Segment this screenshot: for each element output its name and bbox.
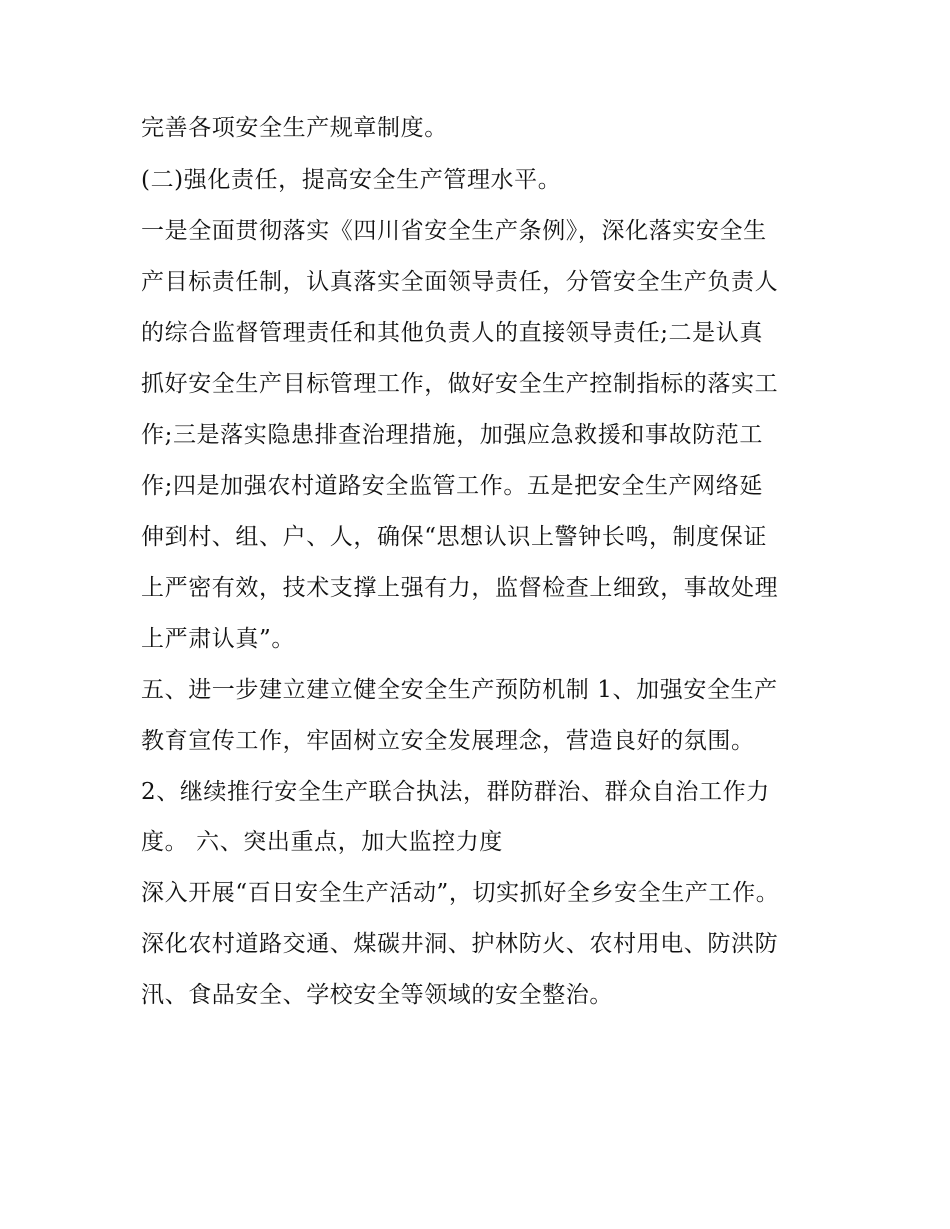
text-line: 一是全面贯彻落实《四川省安全生产条例》，深化落实安全生 [141, 218, 767, 244]
text-line: 上严肃认真”。 [141, 626, 295, 652]
text-line: 伸到村、组、户、人，确保“思想认识上警钟长鸣，制度保证 [141, 524, 767, 550]
text-line: 2、继续推行安全生产联合执法，群防群治、群众自治工作力 [141, 779, 770, 805]
section-heading: (二)强化责任，提高安全生产管理水平。 [141, 167, 562, 193]
text-line: 汛、食品安全、学校安全等领域的安全整治。 [141, 982, 613, 1008]
text-line: 产目标责任制，认真落实全面领导责任，分管安全生产负责人 [141, 269, 779, 295]
text-line: 抓好安全生产目标管理工作，做好安全生产控制指标的落实工 [141, 371, 779, 397]
text-line: 教育宣传工作，牢固树立安全发展理念，营造良好的氛围。 [141, 728, 755, 754]
text-line: 的综合监督管理责任和其他负责人的直接领导责任;二是认真 [141, 320, 763, 346]
text-line: 完善各项安全生产规章制度。 [141, 115, 448, 141]
section-heading: 五、进一步建立建立健全安全生产预防机制 1、加强安全生产 [141, 677, 778, 703]
text-line: 作;四是加强农村道路安全监管工作。五是把安全生产网络延 [141, 473, 763, 499]
text-line: 度。 六、突出重点，加大监控力度 [141, 829, 503, 855]
text-line: 深入开展“百日安全生产活动”，切实抓好全乡安全生产工作。 [141, 880, 780, 906]
text-line: 作;三是落实隐患排查治理措施，加强应急救援和事故防范工 [141, 422, 763, 448]
text-line: 深化农村道路交通、煤碳井洞、护林防火、农村用电、防洪防 [141, 931, 779, 957]
text-line: 上严密有效，技术支撑上强有力，监督检查上细致，事故处理 [141, 575, 779, 601]
